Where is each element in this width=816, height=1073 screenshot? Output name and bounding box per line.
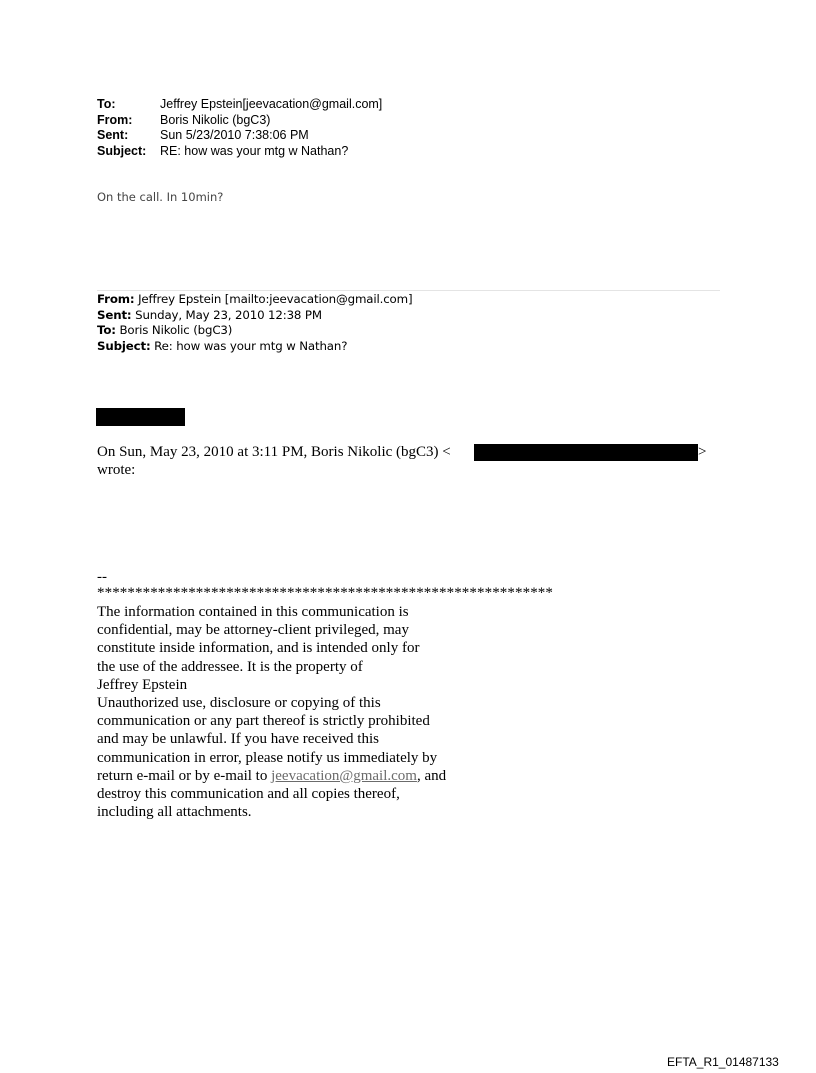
disclaimer xyxy=(97,603,446,821)
from-value: Boris Nikolic (bgC3) xyxy=(160,112,271,127)
email-header xyxy=(97,97,382,159)
document-id: EFTA_R1_01487133 xyxy=(667,1055,779,1069)
email-body: On the call. In 10min? xyxy=(97,190,224,204)
sent-label: Sent: xyxy=(97,128,129,142)
quoted-sent-row xyxy=(97,308,412,324)
redaction-email xyxy=(474,444,698,461)
disclaimer-line-prefix: return e-mail or by e-mail to xyxy=(97,767,272,784)
quoted-to-row xyxy=(97,323,412,339)
quoted-sent-label: Sent: xyxy=(97,307,132,322)
quoted-to-value: Boris Nikolic (bgC3) xyxy=(115,323,233,337)
quoted-from-value: Jeffrey Epstein [mailto:jeevacation@gmail.com] xyxy=(134,292,413,306)
disclaimer-line: the use of the addressee. It is the property of xyxy=(97,658,363,675)
quoted-from-label: From: xyxy=(97,292,135,306)
quoted-to-label: To: xyxy=(97,323,116,337)
sent-value: Sun 5/23/2010 7:38:06 PM xyxy=(160,128,309,142)
quoted-from-row xyxy=(97,292,412,308)
disclaimer-line: Unauthorized use, disclosure or copying of this xyxy=(97,695,381,712)
from-row xyxy=(97,113,382,129)
disclaimer-line-suffix: , and xyxy=(416,767,447,784)
disclaimer-line: confidential, may be attorney-client privileged, may xyxy=(97,622,409,639)
quoted-sent-value: Sunday, May 23, 2010 12:38 PM xyxy=(131,307,322,322)
disclaimer-line: communication or any part thereof is strictly prohibited xyxy=(97,713,430,730)
disclaimer-line: constitute inside information, and is intended only for xyxy=(97,640,420,657)
disclaimer-line: Jeffrey Epstein xyxy=(97,676,188,693)
wrote-line-1-suffix: > xyxy=(698,444,707,460)
disclaimer-line: including all attachments. xyxy=(97,804,252,821)
subject-row xyxy=(97,144,382,160)
to-value: Jeffrey Epstein[jeevacation@gmail.com] xyxy=(160,97,383,111)
quoted-subject-row xyxy=(97,339,412,355)
signature-stars: ************************************************************ xyxy=(97,585,553,601)
from-label: From: xyxy=(97,112,133,127)
disclaimer-line-with-link xyxy=(97,767,446,785)
quoted-subject-value: Re: how was your mtg w Nathan? xyxy=(150,338,348,353)
subject-label: Subject: xyxy=(97,143,147,158)
to-label: To: xyxy=(97,97,116,111)
signature-dash: -- xyxy=(97,569,107,585)
disclaimer-line: and may be unlawful. If you have received this xyxy=(97,731,379,748)
wrote-line-1: On Sun, May 23, 2010 at 3:11 PM, Boris Nikolic (bgC3) < xyxy=(97,444,451,460)
quote-divider xyxy=(97,290,720,291)
disclaimer-line: The information contained in this communication is xyxy=(97,604,409,620)
quoted-subject-label: Subject: xyxy=(97,338,151,353)
to-row xyxy=(97,97,382,113)
quoted-header xyxy=(97,292,412,354)
wrote-line-2: wrote: xyxy=(97,462,136,478)
redaction-block xyxy=(96,408,185,426)
disclaimer-line: destroy this communication and all copies thereof, xyxy=(97,786,400,803)
disclaimer-line: communication in error, please notify us immediately by xyxy=(97,749,438,766)
sent-row xyxy=(97,128,382,144)
email-link[interactable]: jeevacation@gmail.com xyxy=(271,767,417,784)
subject-value: RE: how was your mtg w Nathan? xyxy=(160,143,349,158)
